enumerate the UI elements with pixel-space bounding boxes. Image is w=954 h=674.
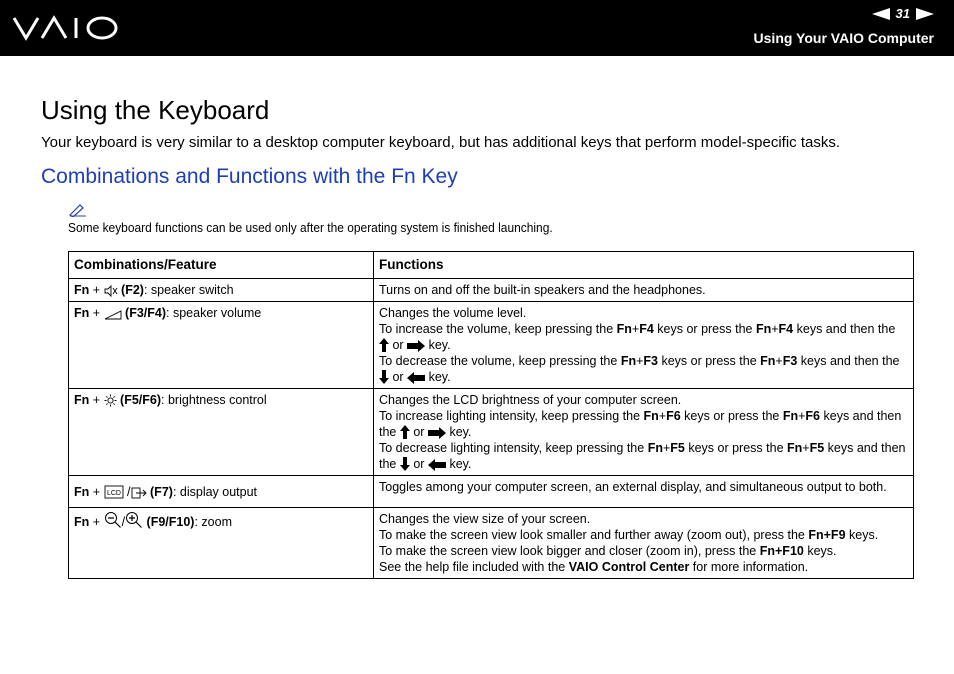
feature-description: : speaker volume <box>166 306 262 320</box>
section-title: Using Your VAIO Computer <box>753 30 934 46</box>
function-text: To increase lighting intensity, keep pressing the Fn+F6 keys or press the Fn+F6 keys and then <box>379 409 902 423</box>
note-pencil-icon <box>68 203 88 217</box>
down-arrow-icon <box>400 457 410 471</box>
up-arrow-icon <box>400 425 410 439</box>
zoom-out-icon <box>104 511 122 529</box>
plus-sign: + <box>92 306 101 320</box>
page-navigation <box>872 6 934 21</box>
function-text: Changes the view size of your screen. <box>379 512 591 526</box>
function-text: Toggles among your computer screen, an external display, and simultaneous output to both. <box>379 480 887 494</box>
feature-description: : display output <box>172 484 258 499</box>
combination-cell <box>69 279 374 302</box>
table-row <box>69 476 914 508</box>
function-text: Changes the volume level. <box>379 306 527 320</box>
column-header-functions: Functions <box>374 252 914 279</box>
function-text: To decrease the volume, keep pressing the Fn+F3 keys or press the Fn+F3 keys and then the <box>379 354 900 368</box>
function-text: the or key. <box>379 425 472 439</box>
up-arrow-icon <box>379 338 389 352</box>
fn-key-table <box>68 251 914 579</box>
page-number: 31 <box>895 6 910 21</box>
feature-description: : speaker switch <box>143 283 234 297</box>
function-text: the or key. <box>379 457 472 471</box>
combination-cell <box>69 508 374 579</box>
next-page-icon[interactable] <box>916 8 934 20</box>
brightness-icon <box>104 394 117 407</box>
function-text: Turns on and off the built-in speakers and the headphones. <box>379 283 706 297</box>
page-title: Using the Keyboard <box>41 95 270 125</box>
left-arrow-icon <box>428 459 446 471</box>
fn-key-label: Fn <box>74 515 90 529</box>
fn-key-label: Fn <box>74 484 90 499</box>
table-row <box>69 302 914 389</box>
table-row <box>69 279 914 302</box>
plus-sign: + <box>92 515 101 529</box>
combination-cell <box>69 302 374 389</box>
table-row <box>69 389 914 476</box>
key-label: (F2) <box>121 283 144 297</box>
function-cell <box>374 508 914 579</box>
fn-key-label: Fn <box>74 283 90 297</box>
slash-separator: / <box>127 484 131 499</box>
function-cell <box>374 389 914 476</box>
table-header-row <box>69 252 914 279</box>
function-text: or key. <box>379 337 908 353</box>
function-text: To make the screen view look smaller and further away (zoom out), press the Fn+F9 keys. <box>379 528 879 542</box>
function-text: Changes the LCD brightness of your computer screen. <box>379 393 682 407</box>
key-label: (F3/F4) <box>125 306 167 320</box>
svg-text:LCD: LCD <box>106 489 121 497</box>
combination-cell <box>69 389 374 476</box>
right-arrow-icon <box>407 340 425 352</box>
slash-separator: / <box>121 515 126 529</box>
function-text: To make the screen view look bigger and closer (zoom in), press the Fn+F10 keys. <box>379 544 837 558</box>
key-label: (F7) <box>150 484 173 499</box>
function-text: or key. <box>379 369 908 385</box>
speaker-mute-icon <box>104 285 118 297</box>
function-cell <box>374 279 914 302</box>
header-bar <box>0 0 954 56</box>
section-heading: Combinations and Functions with the Fn Key <box>41 165 458 188</box>
zoom-in-icon <box>125 511 143 529</box>
plus-sign: + <box>92 283 101 297</box>
key-label: (F5/F6) <box>120 393 162 407</box>
previous-page-icon[interactable] <box>872 8 890 20</box>
lcd-display-icon <box>104 485 124 499</box>
feature-description: : brightness control <box>161 393 267 407</box>
key-label: (F9/F10) <box>146 515 195 529</box>
fn-key-label: Fn <box>74 306 90 320</box>
table-row <box>69 508 914 579</box>
note-text: Some keyboard functions can be used only after the operating system is finished launching. <box>68 220 553 235</box>
volume-icon <box>104 310 122 320</box>
external-display-icon <box>131 487 147 499</box>
function-cell <box>374 476 914 508</box>
column-header-combinations: Combinations/Feature <box>69 252 374 279</box>
function-text: See the help file included with the VAIO Control Center for more information. <box>379 560 809 574</box>
combination-cell <box>69 476 374 508</box>
function-cell <box>374 302 914 389</box>
vaio-logo <box>12 14 120 42</box>
feature-description: : zoom <box>194 515 232 529</box>
left-arrow-icon <box>407 372 425 384</box>
function-text: To decrease lighting intensity, keep pressing the Fn+F5 keys or press the Fn+F5 keys and then <box>379 441 906 455</box>
right-arrow-icon <box>428 427 446 439</box>
plus-sign: + <box>92 484 101 499</box>
down-arrow-icon <box>379 370 389 384</box>
fn-key-label: Fn <box>74 393 90 407</box>
intro-paragraph: Your keyboard is very similar to a desktop computer keyboard, but has additional keys that perform model-specific tasks. <box>41 134 840 151</box>
plus-sign: + <box>92 393 101 407</box>
function-text: To increase the volume, keep pressing the Fn+F4 keys or press the Fn+F4 keys and then the <box>379 322 896 336</box>
